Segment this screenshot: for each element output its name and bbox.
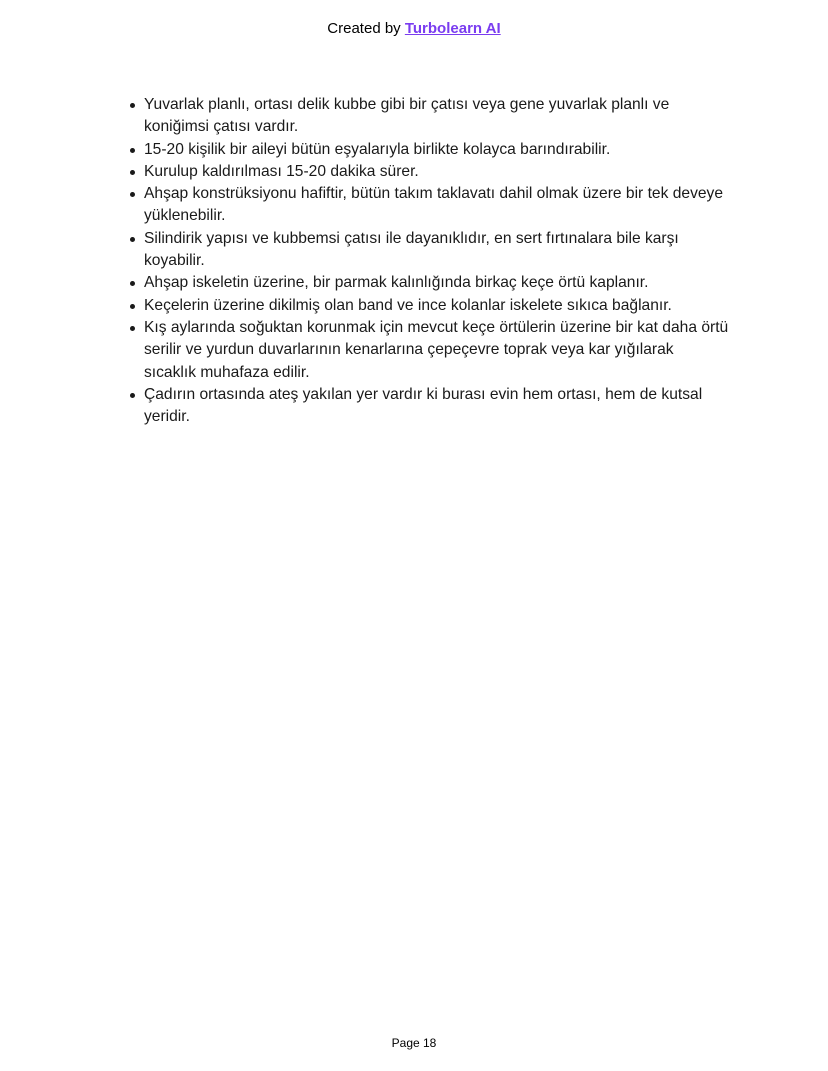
list-item: Keçelerin üzerine dikilmiş olan band ve ince kolanlar iskelete sıkıca bağlanır.: [144, 295, 729, 317]
list-item: Silindirik yapısı ve kubbemsi çatısı ile dayanıklıdır, en sert fırtınalara bile karşı koyabilir.: [144, 228, 729, 273]
created-by-label: Created by: [327, 20, 401, 37]
turbolearn-link[interactable]: Turbolearn AI: [404, 20, 501, 37]
page-header: [0, 20, 828, 37]
page-number: Page 18: [391, 1036, 437, 1050]
list-item: Ahşap konstrüksiyonu hafiftir, bütün takım taklavatı dahil olmak üzere bir tek deveye yüklenebilir.: [144, 183, 729, 228]
bullet-list: [144, 94, 729, 428]
list-item: Ahşap iskeletin üzerine, bir parmak kalınlığında birkaç keçe örtü kaplanır.: [144, 272, 729, 294]
list-item: 15-20 kişilik bir aileyi bütün eşyalarıyla birlikte kolayca barındırabilir.: [144, 139, 729, 161]
list-item: Kış aylarında soğuktan korunmak için mevcut keçe örtülerin üzerine bir kat daha örtü serilir ve yurdun duvarlarının kenarlarına çepeçevre toprak veya kar yığılarak sıcaklık muhafaza edilir.: [144, 317, 729, 384]
list-item: Kurulup kaldırılması 15-20 dakika sürer.: [144, 161, 729, 183]
list-item: Çadırın ortasında ateş yakılan yer vardır ki burası evin hem ortası, hem de kutsal yeridir.: [144, 384, 729, 429]
list-item: Yuvarlak planlı, ortası delik kubbe gibi bir çatısı veya gene yuvarlak planlı ve koniğimsi çatısı vardır.: [144, 94, 729, 139]
